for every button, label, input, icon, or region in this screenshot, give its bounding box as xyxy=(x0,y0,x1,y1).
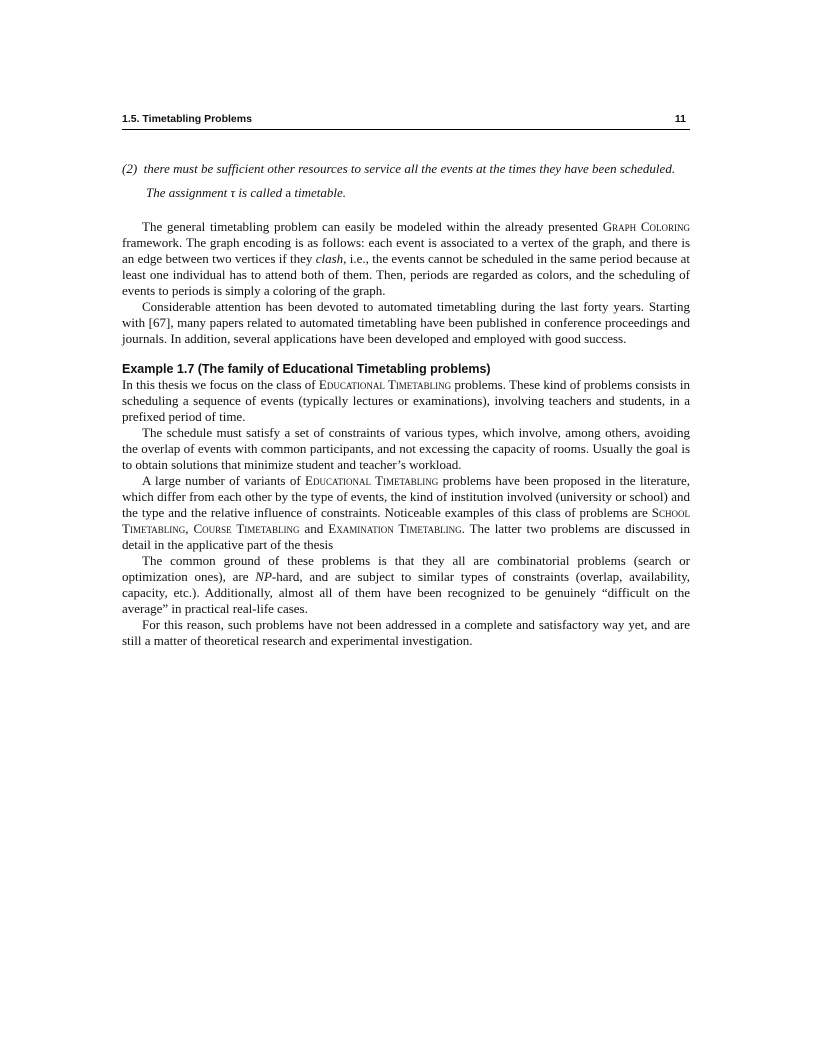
term-educational-timetabling: Educational Timetabling xyxy=(318,377,452,392)
page-body xyxy=(122,161,690,649)
text-run: , i.e., the events cannot be scheduled in the same period because at least one individual has to attend both of them. Then, periods are regarded as colors, and the scheduling of events to periods is simply a coloring of the graph. xyxy=(122,251,690,298)
text-run: -hard, and are subject to similar types of constraints (overlap, availability, capacity, etc.). Additionally, almost all of them have been recognized to be genuinely “difficult on the average” in practical real-life cases. xyxy=(122,569,690,616)
assignment-term: a xyxy=(285,185,292,200)
example-heading: Example 1.7 (The family of Educational Timetabling problems) xyxy=(122,362,491,376)
example-paragraph-3 xyxy=(122,473,690,553)
term-school-timetabling: School Timetabling xyxy=(122,505,690,536)
term-examination-timetabling: Examination Timetabling xyxy=(328,521,462,536)
item-text: there must be sufficient other resources to service all the events at the times they have been scheduled. xyxy=(143,161,676,176)
paragraph-graph-coloring xyxy=(122,219,690,299)
page-number: 11 xyxy=(674,113,686,125)
term-np: NP xyxy=(255,569,272,584)
text-run: The general timetabling problem can easily be modeled within the already presented xyxy=(142,219,603,234)
text-run: . The latter two problems are discussed in detail in the applicative part of the thesis xyxy=(122,521,690,552)
assignment-sentence xyxy=(146,185,690,201)
text-run: , xyxy=(185,521,194,536)
example-paragraph-1 xyxy=(122,377,690,425)
term-course-timetabling: Course Timetabling xyxy=(193,521,300,536)
text-run: The common ground of these problems is that they all are combinatorial problems (search or optimization ones), are xyxy=(122,553,690,584)
example-paragraph-4 xyxy=(122,553,690,617)
example-paragraph-2: The schedule must satisfy a set of constraints of various types, which involve, among others, avoiding the overlap of events with common participants, and not excessing the capacity of rooms. Usually the goal is to obtain solutions that minimize student and teacher’s workload. xyxy=(122,425,690,472)
text-run: problems have been proposed in the literature, which differ from each other by the type of events, the kind of institution involved (university or school) and the type and the relative influence of constraints. Noticeable examples of this class of problems are xyxy=(122,473,690,520)
text-run: A large number of variants of xyxy=(142,473,306,488)
section-title: 1.5. Timetabling Problems xyxy=(122,113,252,125)
item-marker: (2) xyxy=(122,161,138,176)
example-paragraph-5: For this reason, such problems have not been addressed in a complete and satisfactory way yet, and are still a matter of theoretical research and experimental investigation. xyxy=(122,617,690,648)
text-run: framework. The graph encoding is as follows: each event is associated to a vertex of the graph, and there is an edge between two vertices if they xyxy=(122,235,690,266)
text-run: and xyxy=(299,521,329,536)
assignment-suffix: timetable. xyxy=(294,185,347,200)
text-run: problems. These kind of problems consists in scheduling a sequence of events (typically lectures or examinations), involving teachers and students, in a prefixed period of time. xyxy=(122,377,690,424)
term-educational-timetabling: Educational Timetabling xyxy=(305,473,439,488)
term-graph-coloring: Graph Coloring xyxy=(602,219,691,234)
paragraph-automated-timetabling: Considerable attention has been devoted to automated timetabling during the last forty years. Starting with [67], many papers related to automated timetabling have been published in conference proceedings and journals. In addition, several applications have been developed and employed with good success. xyxy=(122,299,690,346)
running-header xyxy=(122,111,690,130)
text-run: In this thesis we focus on the class of xyxy=(122,377,319,392)
definition-item-2 xyxy=(122,161,690,177)
assignment-prefix: The assignment τ is called xyxy=(146,185,283,200)
term-clash: clash xyxy=(315,251,344,266)
